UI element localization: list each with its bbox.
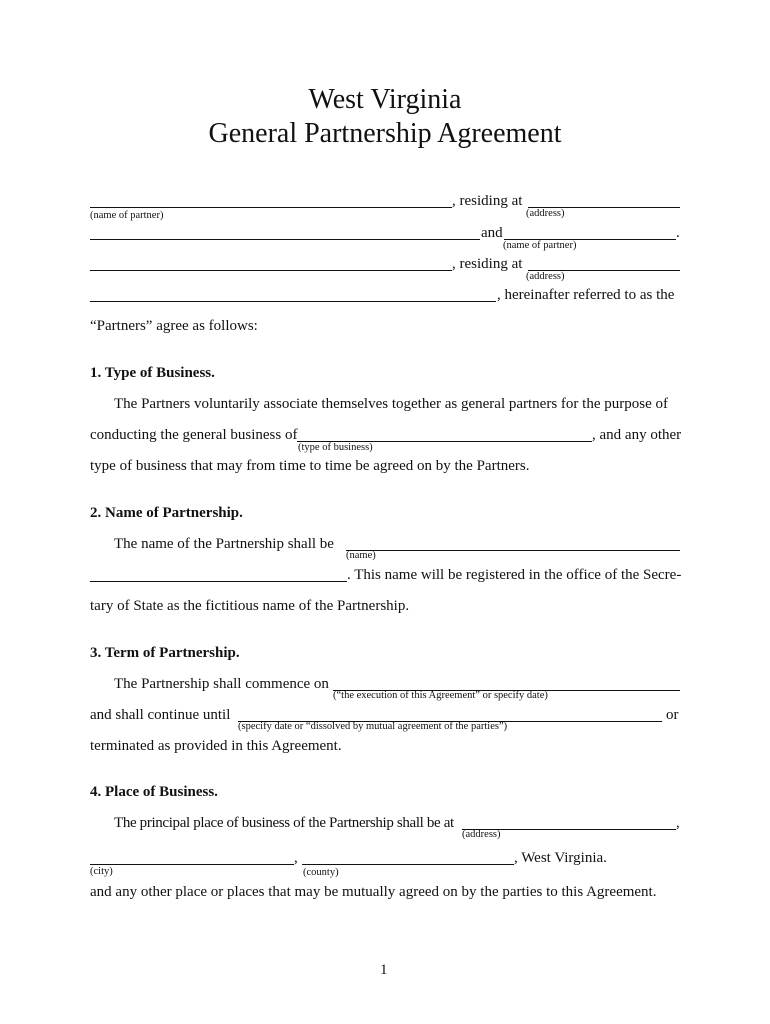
section2-line3: tary of State as the fictitious name of the Partnership.: [90, 598, 410, 614]
city-caption: (city): [90, 866, 113, 877]
section3-line2-suffix: or: [666, 707, 679, 723]
partners-agree-text: “Partners” agree as follows:: [90, 318, 258, 334]
name-caption-1: (name of partner): [90, 210, 164, 221]
section2-line1-prefix: The name of the Partnership shall be: [114, 536, 334, 552]
partnership-name-caption: (name): [346, 550, 376, 561]
section1-line3: type of business that may from time to time be agreed on by the Partners.: [90, 458, 530, 474]
partner1-name-blank[interactable]: [90, 207, 452, 208]
period: .: [676, 225, 680, 241]
state-suffix: , West Virginia.: [514, 850, 607, 866]
section4-heading: 4. Place of Business.: [90, 784, 218, 800]
section1-heading: 1. Type of Business.: [90, 365, 215, 381]
section3-line1-prefix: The Partnership shall commence on: [114, 676, 329, 692]
city-comma: ,: [294, 850, 298, 866]
section2-heading: 2. Name of Partnership.: [90, 505, 243, 521]
section3-line2-prefix: and shall continue until: [90, 707, 231, 723]
hereinafter-text: , hereinafter referred to as the: [497, 287, 675, 303]
partner2-left-blank[interactable]: [90, 239, 480, 240]
address-caption-1: (address): [526, 208, 565, 219]
section2-line2-suffix: . This name will be registered in the office of the Secre-: [347, 567, 682, 583]
residing-at-label-1: , residing at: [452, 193, 523, 209]
section4-line1-suffix: ,: [676, 815, 680, 831]
partner2-residing-blank[interactable]: [90, 270, 452, 271]
city-blank[interactable]: [90, 864, 294, 865]
page-number: 1: [380, 962, 388, 978]
section1-line2-suffix: , and any other: [592, 427, 682, 443]
type-of-business-caption: (type of business): [298, 442, 373, 453]
commence-caption: (“the execution of this Agreement” or specify date): [333, 690, 548, 701]
continue-until-caption: (specify date or “dissolved by mutual agreement of the parties”): [238, 721, 508, 732]
partnership-name-blank[interactable]: [346, 550, 680, 551]
section1-line1: The Partners voluntarily associate themselves together as general partners for the purpose of: [114, 396, 668, 412]
section4-line3: and any other place or places that may be mutually agreed on by the parties to this Agreement.: [90, 884, 657, 900]
title-agreement: General Partnership Agreement: [208, 118, 562, 149]
name-caption-2: (name of partner): [503, 240, 577, 251]
section3-heading: 3. Term of Partnership.: [90, 645, 240, 661]
county-blank[interactable]: [302, 864, 514, 865]
section3-line3: terminated as provided in this Agreement.: [90, 738, 342, 754]
address-caption-2: (address): [526, 271, 565, 282]
section1-line2-prefix: conducting the general business of: [90, 427, 298, 443]
title-state: West Virginia: [308, 84, 462, 115]
and-label: and: [481, 225, 503, 241]
hereinafter-blank[interactable]: [90, 301, 496, 302]
county-caption: (county): [303, 867, 339, 878]
residing-at-label-2: , residing at: [452, 256, 523, 272]
section4-line1-prefix: The principal place of business of the Partnership shall be at: [114, 815, 454, 831]
business-address-caption: (address): [462, 829, 501, 840]
partnership-name-cont-blank[interactable]: [90, 581, 347, 582]
